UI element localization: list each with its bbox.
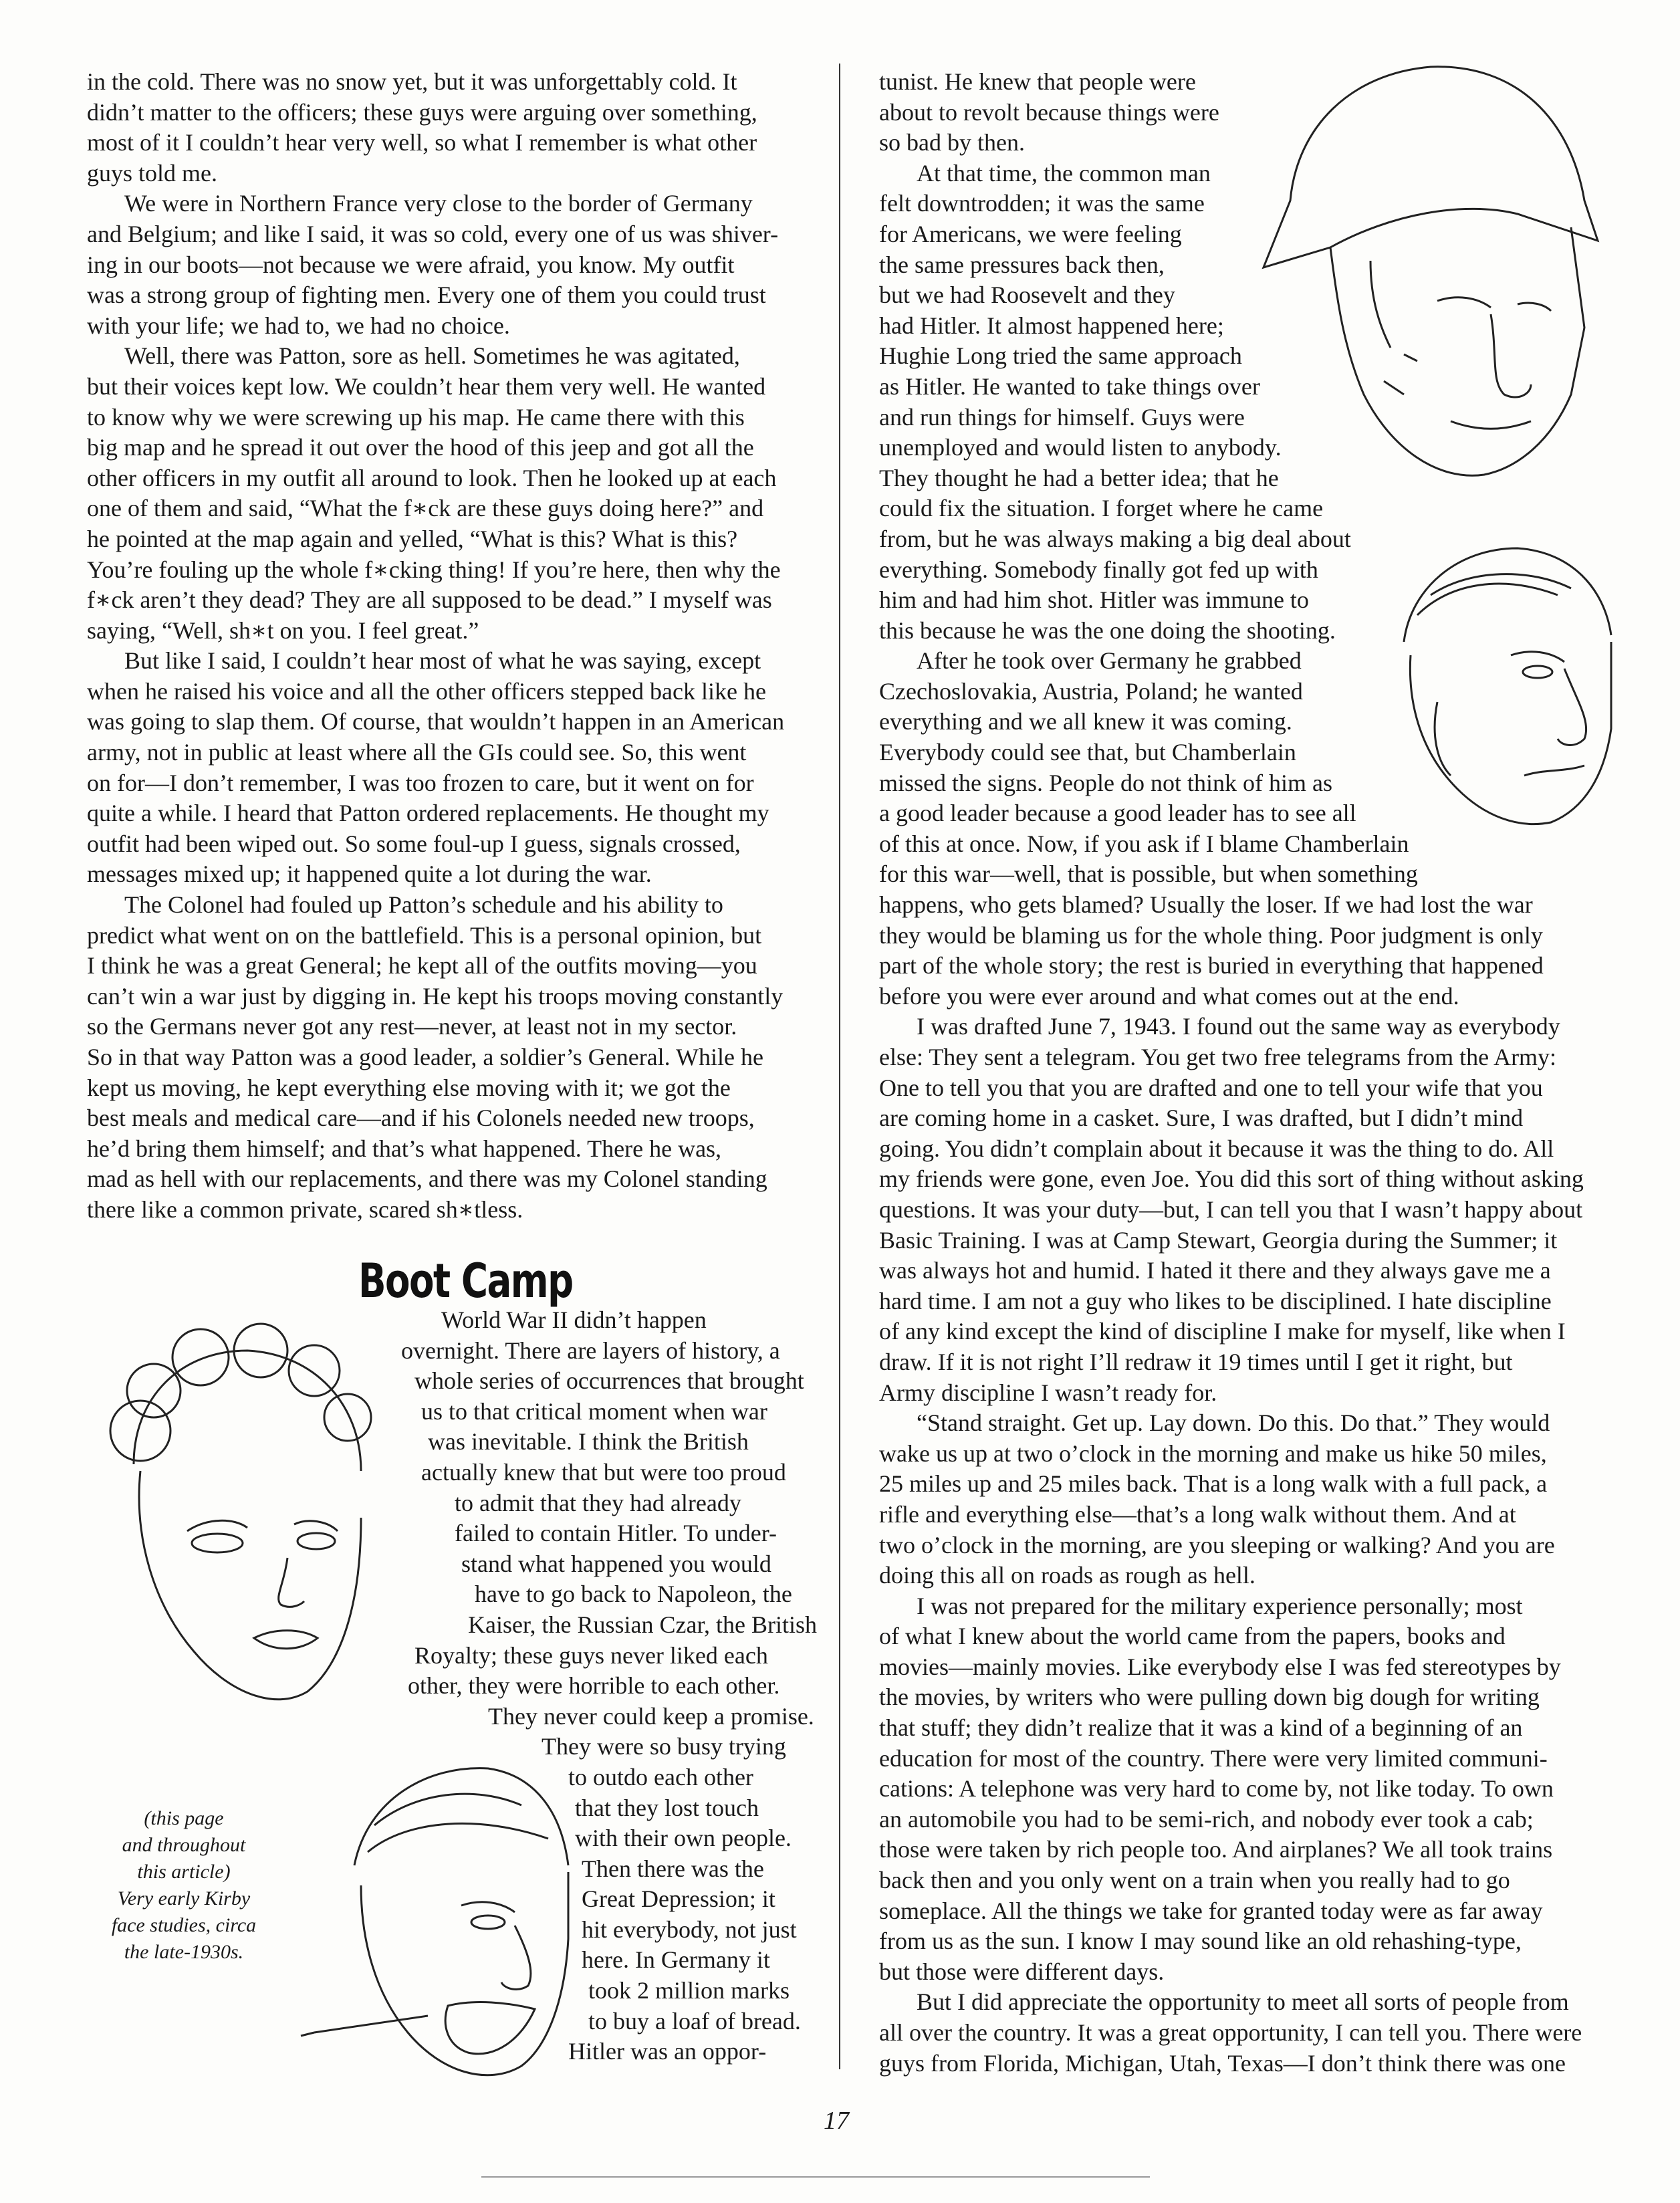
text-line: this article) [137, 1861, 231, 1883]
text-line: (this page [144, 1807, 224, 1829]
text-line: whole series of occurrences that brought [414, 1367, 804, 1395]
text-line: an automobile you had to be semi-rich, and nobody ever took a cab; [879, 1805, 1534, 1833]
text-line: back then and you only went on a train when you really had to go [879, 1867, 1510, 1894]
left-column [87, 67, 806, 1226]
section-heading: Boot Camp [358, 1254, 573, 1308]
text-line: him and had him shot. Hitler was immune to [879, 586, 1309, 614]
text-line: ing in our boots—not because we were afraid, you know. My outfit [87, 251, 735, 278]
text-line: The Colonel had fouled up Patton’s schedule and his ability to [124, 891, 723, 919]
text-line: We were in Northern France very close to the border of Germany [124, 190, 753, 217]
text-line: I was drafted June 7, 1943. I found out the same way as everybody [917, 1013, 1560, 1040]
text-line: At that time, the common man [917, 159, 1211, 187]
text-line: of any kind except the kind of discipline I make for myself, like when I [879, 1318, 1566, 1345]
text-line: kept us moving, he kept everything else moving with it; we got the [87, 1074, 731, 1101]
text-line: everything. Somebody finally got fed up with [879, 556, 1318, 583]
text-line: my friends were gone, even Joe. You did this sort of thing without asking [879, 1165, 1584, 1193]
text-line: he’d bring them himself; and that’s what happened. There he was, [87, 1135, 722, 1162]
text-line: They never could keep a promise. [488, 1702, 814, 1730]
text-line: the late-1930s. [124, 1941, 244, 1963]
illustration-caption [94, 1805, 274, 1966]
text-line: could fix the situation. I forget where he came [879, 495, 1324, 522]
text-line: to admit that they had already [455, 1489, 741, 1516]
text-line: part of the whole story; the rest is buried in everything that happened [879, 952, 1544, 979]
text-line: saying, “Well, sh∗t on you. I feel great.” [87, 616, 479, 644]
text-line: overnight. There are layers of history, a [401, 1337, 780, 1364]
text-line: quite a while. I heard that Patton ordered replacements. He thought my [87, 800, 769, 827]
text-line: on for—I don’t remember, I was too frozen to care, but it went on for [87, 769, 754, 796]
text-line: 25 miles up and 25 miles back. That is a long walk with a full pack, a [879, 1470, 1548, 1498]
text-line: Army discipline I wasn’t ready for. [879, 1379, 1217, 1406]
text-line: actually knew that but were too proud [421, 1458, 786, 1486]
text-line: all over the country. It was a great opportunity, I can tell you. There were [879, 2019, 1582, 2046]
text-line: that they lost touch [575, 1794, 759, 1821]
text-line: can’t win a war just by digging in. He kept his troops moving constantly [87, 982, 784, 1010]
text-line: to know why we were screwing up his map. He came there with this [87, 403, 745, 431]
text-line: Well, there was Patton, sore as hell. Sometimes he was agitated, [124, 342, 740, 370]
text-line: from, but he was always making a big deal about [879, 525, 1351, 552]
text-line: but their voices kept low. We couldn’t hear them very well. He wanted [87, 372, 766, 400]
text-line: the same pressures back then, [879, 251, 1165, 278]
man-face-sketch [1370, 535, 1631, 849]
text-line: those were taken by rich people too. And airplanes? We all took trains [879, 1836, 1553, 1863]
column-divider [839, 64, 840, 2069]
text-line: questions. It was your duty—but, I can tell you that I wasn’t happy about [879, 1195, 1583, 1223]
text-line: was a strong group of fighting men. Every one of them you could trust [87, 281, 766, 309]
text-line: missed the signs. People do not think of him as [879, 769, 1332, 796]
text-line: with your life; we had to, we had no choice. [87, 312, 510, 339]
text-line: They were so busy trying [542, 1733, 786, 1760]
text-line: Basic Training. I was at Camp Stewart, Georgia during the Summer; it [879, 1226, 1558, 1254]
text-line: Then there was the [582, 1855, 764, 1882]
text-line: I think he was a great General; he kept all of the outfits moving—you [87, 952, 757, 979]
helmeted-man-face-sketch [1237, 47, 1611, 488]
text-line: Very early Kirby [117, 1887, 251, 1909]
text-line: other, they were horrible to each other. [408, 1672, 780, 1700]
text-line: was inevitable. I think the British [428, 1428, 749, 1456]
text-line: so bad by then. [879, 129, 1025, 156]
text-line: big map and he spread it out over the hood of this jeep and got all the [87, 434, 754, 461]
text-line: But like I said, I couldn’t hear most of what he was saying, except [124, 647, 761, 675]
text-line: Everybody could see that, but Chamberlain [879, 739, 1296, 766]
text-line: wake us up at two o’clock in the morning and make us hike 50 miles, [879, 1439, 1547, 1467]
text-line: one of them and said, “What the f∗ck are these guys doing here?” and [87, 495, 764, 522]
text-line: education for most of the country. There were very limited communi- [879, 1744, 1548, 1772]
text-line: guys from Florida, Michigan, Utah, Texas—I don’t think there was one [879, 2049, 1566, 2077]
text-line: hard time. I am not a guy who likes to be disciplined. I hate discipline [879, 1287, 1552, 1314]
text-line: the movies, by writers who were pulling down big dough for writing [879, 1684, 1540, 1711]
text-line: before you were ever around and what comes out at the end. [879, 982, 1459, 1010]
text-line: “Stand straight. Get up. Lay down. Do this. Do that.” They would [917, 1409, 1550, 1437]
text-line: here. In Germany it [582, 1946, 770, 1974]
text-line: guys told me. [87, 159, 217, 187]
text-line: for Americans, we were feeling [879, 220, 1182, 247]
text-line: from us as the sun. I know I may sound like an old rehashing-type, [879, 1928, 1522, 1955]
text-line: else: They sent a telegram. You get two free telegrams from the Army: [879, 1044, 1557, 1070]
text-line: happens, who gets blamed? Usually the loser. If we had lost the war [879, 891, 1533, 919]
text-line: draw. If it is not right I’ll redraw it 19 times until I get it right, but [879, 1348, 1513, 1375]
text-line: most of it I couldn’t hear very well, so what I remember is what other [87, 129, 757, 156]
text-line: other officers in my outfit all around to look. Then he looked up at each [87, 464, 777, 491]
text-line: but those were different days. [879, 1958, 1165, 1985]
text-line: Royalty; these guys never liked each [414, 1641, 768, 1669]
text-line: But I did appreciate the opportunity to meet all sorts of people from [917, 1988, 1569, 2016]
text-line: with their own people. [575, 1825, 792, 1852]
text-line: as Hitler. He wanted to take things over [879, 372, 1260, 400]
bottom-rule [481, 2176, 1150, 2178]
text-line: for this war—well, that is possible, but when something [879, 860, 1418, 888]
text-line: to outdo each other [568, 1763, 753, 1790]
text-line: best meals and medical care—and if his Colonels needed new troops, [87, 1105, 755, 1132]
text-line: I was not prepared for the military experience personally; most [917, 1592, 1523, 1619]
woman-face-sketch [53, 1317, 401, 1745]
text-line: Hitler was an oppor- [568, 2038, 767, 2065]
text-line: when he raised his voice and all the other officers stepped back like he [87, 677, 766, 705]
text-line: Kaiser, the Russian Czar, the British [468, 1611, 818, 1638]
text-line: Hughie Long tried the same approach [879, 342, 1242, 370]
text-line: this because he was the one doing the shooting. [879, 616, 1336, 644]
text-line: that stuff; they didn’t realize that it was a kind of a beginning of an [879, 1714, 1523, 1742]
text-line: there like a common private, scared sh∗tless. [87, 1195, 523, 1223]
text-line: outfit had been wiped out. So some foul-up I guess, signals crossed, [87, 830, 741, 857]
text-line: After he took over Germany he grabbed [917, 647, 1302, 675]
text-line: to buy a loaf of bread. [588, 2007, 801, 2035]
text-line: Czechoslovakia, Austria, Poland; he wanted [879, 677, 1303, 705]
text-line: are coming home in a casket. Sure, I was drafted, but I didn’t mind [879, 1105, 1524, 1132]
text-line: and Belgium; and like I said, it was so cold, every one of us was shiver- [87, 220, 779, 247]
text-line: two o’clock in the morning, are you sleeping or walking? And you are [879, 1531, 1555, 1558]
text-line: rifle and everything else—that’s a long walk without them. And at [879, 1500, 1516, 1528]
text-line: everything and we all knew it was coming. [879, 708, 1292, 735]
text-line: someplace. All the things we take for granted today were as far away [879, 1897, 1543, 1924]
text-line: us to that critical moment when war [421, 1397, 767, 1425]
text-line: They thought he had a better idea; that he [879, 464, 1279, 491]
text-line: predict what went on on the battlefield. This is a personal opinion, but [87, 921, 762, 949]
text-line: stand what happened you would [461, 1550, 771, 1577]
text-line: movies—mainly movies. Like everybody else I was fed stereotypes by [879, 1653, 1561, 1680]
text-line: took 2 million marks [588, 1977, 790, 2004]
text-line: a good leader because a good leader has to see all [879, 800, 1356, 827]
text-line: of this at once. Now, if you ask if I blame Chamberlain [879, 830, 1409, 857]
text-line: about to revolt because things were [879, 98, 1219, 126]
text-line: have to go back to Napoleon, the [475, 1581, 792, 1608]
text-line: and run things for himself. Guys were [879, 403, 1245, 431]
text-line: and throughout [122, 1834, 246, 1856]
text-line: failed to contain Hitler. To under- [455, 1520, 777, 1547]
text-line: So in that way Patton was a good leader, a soldier’s General. While he [87, 1044, 763, 1070]
text-line: cations: A telephone was very hard to come by, not like today. To own [879, 1775, 1554, 1803]
text-line: doing this all on roads as rough as hell. [879, 1562, 1255, 1589]
text-line: so the Germans never got any rest—never, at least not in my sector. [87, 1013, 737, 1040]
text-line: You’re fouling up the whole f∗cking thing! If you’re here, then why the [87, 556, 781, 583]
text-line: they would be blaming us for the whole thing. Poor judgment is only [879, 921, 1543, 949]
text-line: hit everybody, not just [582, 1916, 797, 1943]
text-line: Great Depression; it [582, 1885, 775, 1913]
text-line: but we had Roosevelt and they [879, 281, 1175, 309]
text-line: World War II didn’t happen [441, 1306, 707, 1333]
text-line: of what I knew about the world came from the papers, books and [879, 1623, 1506, 1650]
text-line: unemployed and would listen to anybody. [879, 434, 1282, 461]
text-line: felt downtrodden; it was the same [879, 190, 1205, 217]
text-line: didn’t matter to the officers; these guys were arguing over something, [87, 98, 757, 126]
bearded-man-smoking-sketch [294, 1752, 582, 2106]
text-line: was going to slap them. Of course, that wouldn’t happen in an American [87, 708, 785, 735]
text-line: he pointed at the map again and yelled, “What is this? What is this? [87, 525, 738, 552]
text-line: f∗ck aren’t they dead? They are all supposed to be dead.” I myself was [87, 586, 772, 614]
text-line: going. You didn’t complain about it because it was the thing to do. All [879, 1135, 1554, 1162]
text-line: in the cold. There was no snow yet, but it was unforgettably cold. It [87, 68, 737, 95]
text-line: face studies, circa [111, 1914, 257, 1936]
page-number: 17 [824, 2107, 849, 2135]
text-line: mad as hell with our replacements, and there was my Colonel standing [87, 1165, 767, 1193]
text-line: was always hot and humid. I hated it there and they always gave me a [879, 1257, 1551, 1284]
text-line: tunist. He knew that people were [879, 68, 1196, 95]
text-line: One to tell you that you are drafted and one to tell your wife that you [879, 1074, 1543, 1101]
text-line: army, not in public at least where all the GIs could see. So, this went [87, 739, 747, 766]
text-line: had Hitler. It almost happened here; [879, 312, 1224, 339]
text-line: messages mixed up; it happened quite a lot during the war. [87, 860, 652, 888]
